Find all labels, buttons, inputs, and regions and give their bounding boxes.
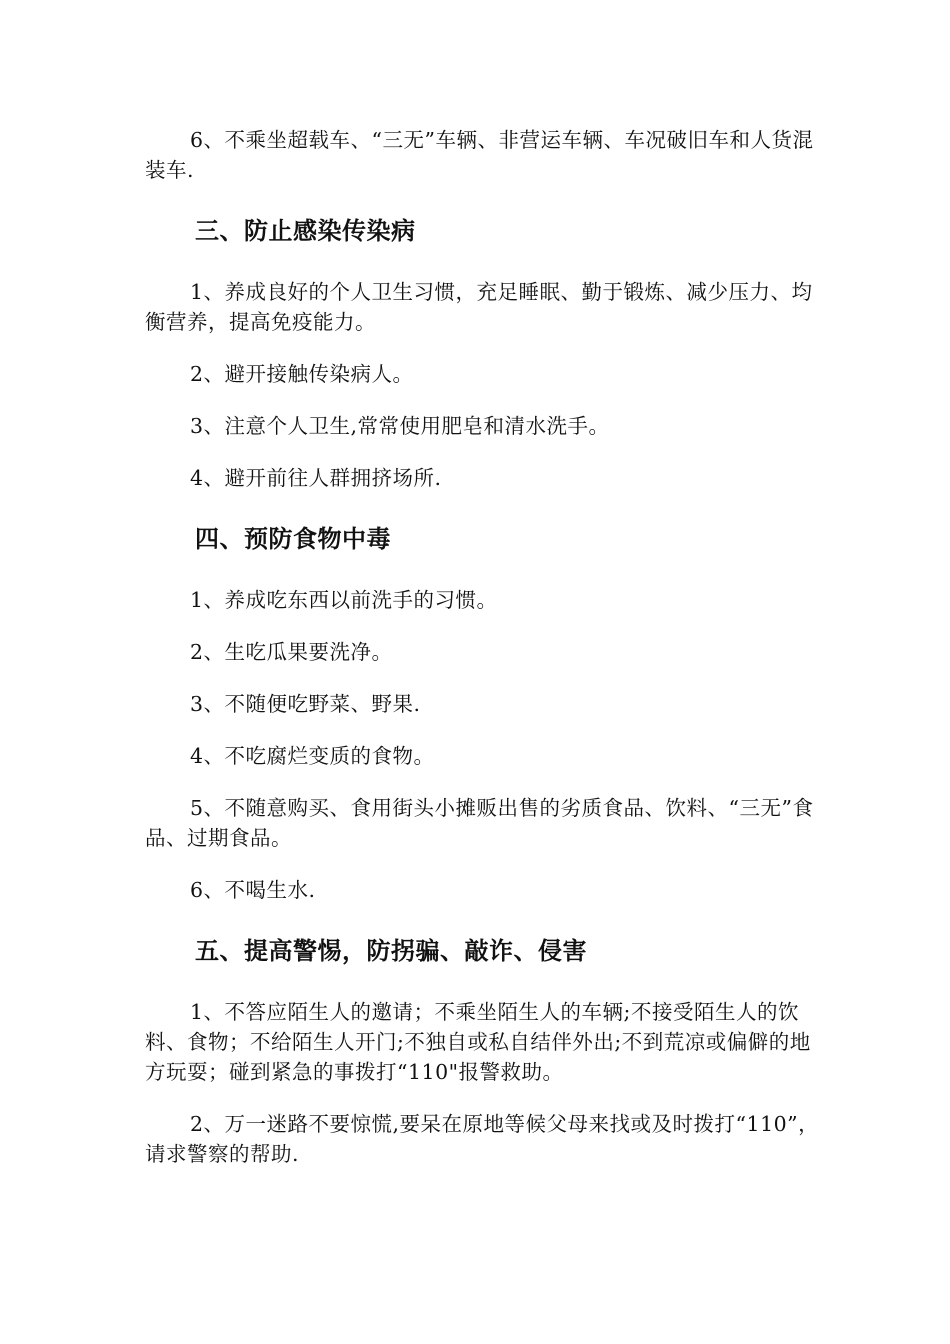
paragraph-intro-item-6: 6、不乘坐超载车、“三无”车辆、非营运车辆、车况破旧车和人货混装车. (145, 128, 814, 182)
section-4-item-5: 5、不随意购买、食用街头小摊贩出售的劣质食品、饮料、“三无”食品、过期食品。 (145, 796, 814, 850)
section-4-item-2: 2、生吃瓜果要洗净。 (190, 640, 393, 664)
section-5-heading: 五、提高警惕，防拐骗、敲诈、侵害 (195, 937, 587, 965)
section-4-item-3: 3、不随便吃野菜、野果. (190, 692, 421, 716)
section-4-item-6: 6、不喝生水. (190, 878, 316, 902)
section-5-item-1: 1、不答应陌生人的邀请；不乘坐陌生人的车辆;不接受陌生人的饮料、食物；不给陌生人开门;不独自或私自结伴外出;不到荒凉或偏僻的地方玩耍；碰到紧急的事拨打“110"报警救助。 (145, 1000, 811, 1084)
section-3-item-4: 4、避开前往人群拥挤场所. (190, 466, 442, 490)
section-3-item-3: 3、注意个人卫生,常常使用肥皂和清水洗手。 (190, 414, 610, 438)
section-3-heading: 三、防止感染传染病 (195, 217, 416, 245)
section-4-heading: 四、预防食物中毒 (195, 525, 391, 553)
section-4-item-1: 1、养成吃东西以前洗手的习惯。 (190, 588, 498, 612)
section-4-item-4: 4、不吃腐烂变质的食物。 (190, 744, 435, 768)
section-5-item-2: 2、万一迷路不要惊慌,要呆在原地等候父母来找或及时拨打“110”，请求警察的帮助. (145, 1112, 820, 1166)
section-3-item-2: 2、避开接触传染病人。 (190, 362, 414, 386)
section-3-item-1: 1、养成良好的个人卫生习惯，充足睡眠、勤于锻炼、减少压力、均衡营养，提高免疫能力。 (145, 280, 813, 334)
